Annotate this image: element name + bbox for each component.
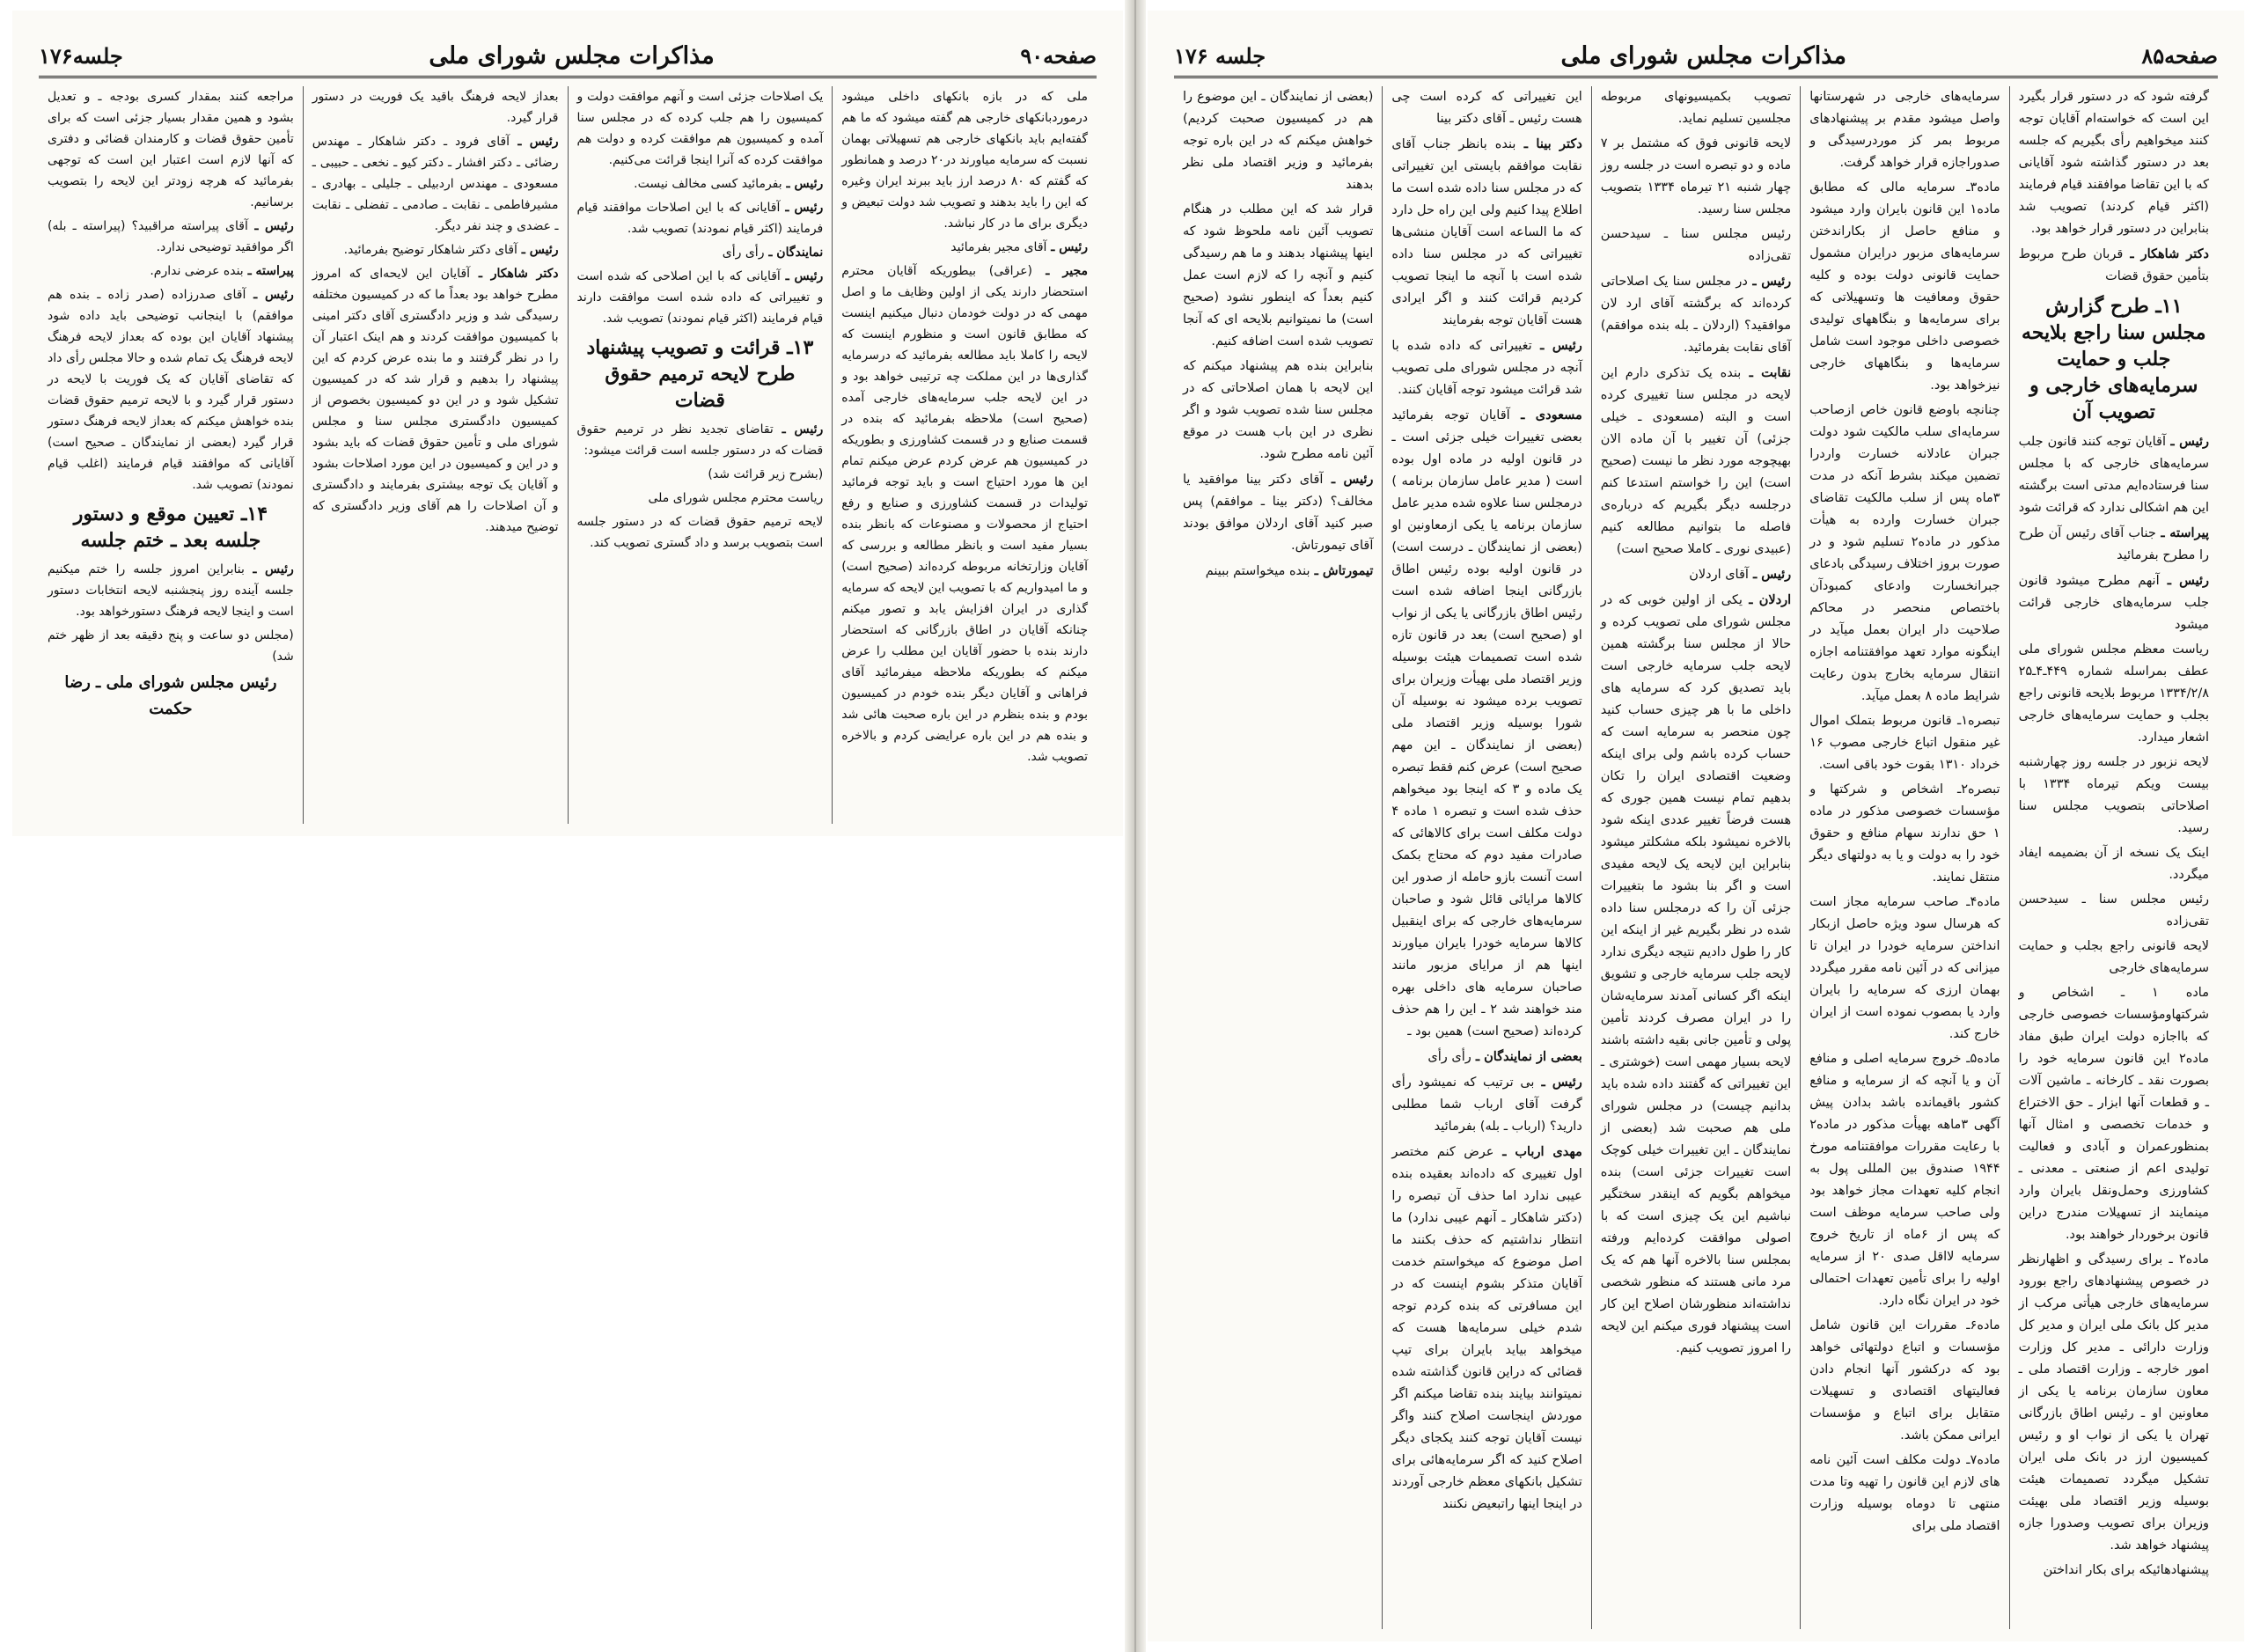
transcript-paragraph <box>2019 752 2209 840</box>
transcript-paragraph <box>1809 892 2000 1046</box>
speaker-name: نمایندگان ـ <box>764 246 824 260</box>
transcript-paragraph <box>312 239 559 261</box>
speaker-name: رئیس ـ <box>510 135 559 149</box>
paragraph-text: ماده۷ـ دولت مکلف است آئین نامه های لازم این قانون را تهیه وتا مدت منتهی تا دوماه بوسیله وزارت اقتصاد ملی برای <box>1809 1453 2000 1533</box>
paragraph-text: رأی‌ رأی <box>722 246 765 260</box>
paragraph-text: آقای دکتر بینا موافقید یا مخالف؟ (دکتر بینا ـ موافقم) پس صبر کنید آقای اردلان موافق بودند آقای تیمورتاش. <box>1182 473 1374 553</box>
transcript-paragraph <box>1391 1046 1582 1068</box>
transcript-paragraph <box>841 261 1088 767</box>
paragraph-text: جناب آقای رئیس آن طرح را مطرح بفرمائید <box>2018 526 2209 562</box>
left-page-number: صفحه۹۰ <box>1020 42 1097 69</box>
speaker-name: رئیس ـ <box>2159 573 2209 588</box>
paragraph-text: لایحه قانونی فوق که مشتمل بر ۷ ماده و دو تبصره است در جلسه روز چهار شنبه ۲۱ تیرماه ۱۳۳۴ بتصویب مجلس سنا رسید. <box>1600 136 1792 217</box>
transcript-paragraph <box>1391 404 1582 1043</box>
paragraph-text: بنده یک تذکری دارم این لایحه در مجلس سنا تغییری کرده است و البته (مسعودی ـ خیلی جزئی) آن تغییر با آن ماده الان بهیچوجه مورد نظر ما نیست (صحیح است) این را خواستم استدعا کنم درجلسه دیگر بگیریم که درباره‌ی فاصله ما بتوانیم مطالعه کنیم (عبیدی نوری ـ کاملا صحیح است) <box>1600 366 1792 556</box>
transcript-paragraph <box>1601 86 1791 130</box>
transcript-paragraph <box>1809 400 2000 708</box>
paragraph-text: بنابراین بنده هم پیشنهاد میکنم که این لایحه با همان اصلاحاتی که در مجلس سنا شده تصویب شود و اگر نظری در این باب هست در موقع آئین نامه مطرح شود. <box>1182 359 1374 461</box>
speaker-name: دکتر بینا ـ <box>1515 136 1582 151</box>
transcript-paragraph <box>1183 468 1373 557</box>
speaker-name: رئیس ـ <box>1323 472 1374 487</box>
paragraph-text: تغییراتی که داده شده با آنچه در مجلس شورای ملی تصویب شد قرائت میشود توجه آقایان کنند. <box>1391 339 1582 397</box>
paragraph-text: ماده۲ ـ برای رسیدگی و اظهارنظر در خصوص پیشنهادهای راجع بورود سرمایه‌های خارجی هیأتی مرکب از مدیر کل بانک ملی ایران و مدیر کل وزارت دارائی ـ مدیر کل وزارت امور خارجه ـ وزارت اقتصاد ملی ـ معاون سازمان برنامه یا یکی از معاونین او ـ رئیس اطاق بازرگانی تهران یا یکی از نواب او و رئیس کمیسیون ارز در بانک ملی ایران تشکیل میگردد تصمیمات هیئت بوسیله وزیر اقتصاد ملی بهیئت وزیران برای تصویب وصدورا جازه پیشنهاد خواهد شد. <box>2018 1252 2209 1553</box>
paragraph-text: ماده۶ـ مقررات این قانون شامل مؤسسات و اتباع دولتهائی خواهد بود که درکشور آنها انجام دادن فعالیتهای اقتصادی و تسهیلات متقابل برای اتباع و مؤسسات ایرانی ممکن باشد. <box>1809 1318 2000 1443</box>
paragraph-text: در مجلس سنا یک اصلاحاتی کرده‌اند که برگشته آقای ارد لان موافقید؟ (اردلان ـ بله بنده موافقم) آقای نقابت بفرمائید. <box>1600 275 1792 355</box>
left-page-title: مذاکرات مجلس شورای ملی <box>429 41 715 70</box>
transcript-paragraph <box>2019 1249 2209 1557</box>
transcript-paragraph <box>1183 356 1373 466</box>
transcript-paragraph <box>1601 224 1791 268</box>
left-column-2 <box>568 86 833 824</box>
speaker-name: رئیس ـ <box>782 177 824 191</box>
paragraph-text: لایحه ترمیم حقوق قضات که در دستور جلسه است بتصویب برسد و داد گستری تصویب کند. <box>576 515 824 550</box>
transcript-paragraph <box>2019 936 2209 980</box>
paragraph-text: تصویب بکمیسیونهای مربوطه مجلسین تسلیم نماید. <box>1600 90 1792 126</box>
transcript-paragraph <box>1391 1141 1582 1516</box>
right-page-title: مذاکرات مجلس شورای ملی <box>1560 41 1846 70</box>
right-page <box>1148 11 2244 1641</box>
transcript-paragraph <box>1601 563 1791 586</box>
speaker-name: رئیس ـ <box>780 269 824 283</box>
paragraph-text: آنهم مطرح میشود قانون جلب سرمایه‌های خارجی قرائت میشود <box>2018 574 2209 632</box>
paragraph-text: پیشنهادهائیکه برای بکار انداختن <box>2043 1563 2209 1577</box>
transcript-paragraph <box>1601 270 1791 359</box>
transcript-paragraph <box>577 86 824 171</box>
right-page-header <box>1174 35 2218 78</box>
transcript-paragraph <box>48 559 294 622</box>
right-page-columns <box>1174 86 2218 1629</box>
page-gutter <box>1125 0 1146 1652</box>
paragraph-text: آقای فرود ـ دکتر شاهکار ـ مهندس رضائی ـ دکتر افشار ـ دکتر کیو ـ نخعی ـ حبیبی ـ مسعودی ـ مهندس اردبیلی ـ جلیلی ـ بهادری ـ مشیرفاطمی ـ نقابت ـ صادمی ـ تفضلی ـ نقابت ـ عضدی و چند نفر دیگر. <box>312 135 559 233</box>
paragraph-text: آقایانی که با این اصلاحات موافقند قیام فرمایند (اکثر قیام نمودند) تصویب شد. <box>576 201 824 236</box>
paragraph-text: ماده ۱ ـ اشخاص و شرکتهاومؤسسات خصوصی خارجی که بااجازه دولت ایران طبق مفاد ماده۲ این قانون سرمایه خود را بصورت نقد ـ کارخانه ـ ماشین آلات ـ و قطعات آنها ابزار ـ حق الاختراع و خدمات تخصصی و امثال آنها بمنظورعمران و آبادی و فعالیت تولیدی اعم از صنعتی ـ معدنی ـ کشاورزی وحمل‌ونقل بایران وارد مینمایند از تسهیلات مندرج دراین قانون برخوردار خواهند بود. <box>2018 986 2209 1242</box>
paragraph-text: مراجعه کنند بمقدار کسری بودجه ـ و تعدیل بشود و همین مقدار بسیار جزئی است که برای تأمین حقوق قضات و کارمندان قضائی و دفتری که آنها لازم است اعتبار این است که توجهی بفرمائید که هرچه زودتر این لایحه را بتصویب برسانیم. <box>48 90 294 209</box>
transcript-paragraph <box>577 242 824 263</box>
transcript-paragraph <box>2019 842 2209 886</box>
transcript-paragraph <box>1391 334 1582 401</box>
paragraph-text: ماده۳ـ سرمایه مالی که مطابق ماده۱ این قانون بایران وارد میشود و منافع حاصل از بکاراندختن سرمایه‌های مزبور درایران مشمول حمایت قانونی دولت بوده و کلیه حقوق ومعافیت ها وتسهیلاتی که برای سرمایه‌ها و بنگاههای تولیدی خصوصی داخلی موجود است شامل سرمایه‌ها و بنگاههای خارجی نیزخواهد بود. <box>1809 180 2000 393</box>
speaker-name: پیراسته ـ <box>2155 525 2209 540</box>
paragraph-text: یک اصلاحات جزئی است و آنهم موافقت دولت و کمیسیون را هم جلب کرده که در مجلس سنا آمده و کمیسیون هم موافقت کرده و دولت هم موافقت کرده که آنرا اینجا قرائت می‌کنیم. <box>576 90 824 167</box>
paragraph-text: گرفته شود که در دستور قرار بگیرد این است که خواسته‌ام آقایان توجه کنند میخواهیم رأی بگیریم که جلسه بعد در دستور گذاشته شود آقایانی که با این تقاضا موافقند قیام فرمایند (اکثر قیام کردند) تصویب شد بنابراین در دستور قرار خواهد بود. <box>2018 90 2209 236</box>
paragraph-text: قرار شد که این مطلب در هنگام تصویب آئین نامه ملحوظ شود که اینها پیشنهاد بدهند و ما هم رسیدگی کنیم و آنچه را که لازم است عمل کنیم بعداً که اینطور نشود (صحیح است) ما نمیتوانیم بلایحه ای که آنجا تصویب شده است اضافه کنیم. <box>1182 202 1374 349</box>
right-column-1 <box>2009 86 2218 1629</box>
section-title: ۱۴ـ تعیین موقع و دستور جلسه بعد ـ ختم جلسه <box>73 503 268 552</box>
paragraph-text: سرمایه‌های خارجی در شهرستانها واصل میشود مقدم بر پیشنهادهای مربوط بمر کز موردرسیدگی و صدوراجازه قرار خواهد گرفت. <box>1809 90 2000 170</box>
speaker-name: نقابت ـ <box>1741 365 1792 380</box>
paragraph-text: (بشرح زیر قرائت شد) <box>708 467 824 481</box>
speaker-name: تیمورتاش ـ <box>1310 563 1374 578</box>
paragraph-text: آقای مجیر بفرمائید <box>950 240 1047 254</box>
transcript-paragraph <box>1391 1071 1582 1138</box>
transcript-paragraph <box>2019 1560 2209 1582</box>
transcript-paragraph <box>1183 86 1373 196</box>
speaker-name: بعضی از نمایندگان ـ <box>1471 1049 1582 1064</box>
transcript-paragraph <box>48 284 294 496</box>
left-column-3 <box>303 86 568 824</box>
paragraph-text: بفرمائید کسی مخالف نیست. <box>634 177 782 191</box>
transcript-paragraph <box>1809 1315 2000 1447</box>
transcript-paragraph <box>1183 560 1373 583</box>
speaker-name: رئیس ـ <box>244 562 294 576</box>
transcript-paragraph <box>312 86 559 128</box>
paragraph-text: آقایان این لایحه‌ای که امروز مطرح خواهد بود بعداً ما که در کمیسیون مختلفه رسیدگی شد و وزیر دادگستری آقای دکتر امینی با کمیسیون موافقت کردند و هم اینک اعتبار آن را در نظر گرفتند و ما بنده عرض کردم که این پیشنهاد را بدهیم و قرار شد که در کمیسیون تشکیل شود و در این دو کمیسیون بخصوص از کمیسیون دادگستری مجلس سنا و مجلس شورای ملی و تأمین حقوق قضات که باید بشود و در این و کمیسیون در این مورد اصلاحات بشود و آقایان یک توجه بیشتری بفرمایند و دادگستری و آن اصلاحات را هم آقای وزیر دادگستری که توضیح میدهند. <box>312 267 559 534</box>
paragraph-text: رأی رأی <box>1427 1050 1471 1064</box>
paragraph-text: بی ترتیب که نمیشود رأی گرفت آقای ارباب شما مطلبی دارید؟ (ارباب ـ بله) بفرمائید <box>1391 1076 1582 1134</box>
left-page <box>12 11 1123 836</box>
paragraph-text: آقایان توجه کنند قانون جلب سرمایه‌های خارجی که با مجلس سنا فرستاده‌ایم مدتی است برگشته این هم اشکالی ندارد که قرائت شود <box>2018 435 2209 515</box>
speaker-name: رئیس ـ <box>1046 240 1088 254</box>
speaker-name: مسعودی ـ <box>1509 407 1582 422</box>
transcript-paragraph <box>2019 889 2209 933</box>
transcript-paragraph <box>2019 522 2209 567</box>
speaker-name: دکتر شاهکار ـ <box>470 267 559 281</box>
speaker-name: رئیس ـ <box>773 422 824 437</box>
transcript-paragraph <box>1809 1450 2000 1538</box>
transcript-paragraph <box>1391 86 1582 130</box>
paragraph-text: عرض کنم مختصر اول تغییری که داده‌اند بعقیده بنده عیبی ندارد اما حذف آن تبصره را (دکتر شاهکار ـ آنهم عیبی ندارد) ما انتظار نداشتیم که حذف بکنند ما اصل موضوع که میخواستم خدمت آقایان متذکر بشوم اینست که در این مسافرتی که بنده کردم توجه شدم خیلی سرمایه‌ها هست که میخواهد بیاید بایران برای تیپ قضائی که دراین قانون گذاشته شده نمیتوانند بیایند بنده تقاضا میکنم اگر موردش اینجاست اصلاح کنند واگر نیست آقایان توجه کنند یکجای دیگر اصلاح کنید که اگر سرمایه‌هائی برای تشکیل بانکهای معظم خارجی آوردند در اینجا اینها راتبعیض نکنند <box>1391 1145 1582 1511</box>
section-title: ۱۱ـ طرح گزارش مجلس سنا راجع بلایحه جلب و حمایت سرمایه‌های خارجی و تصویب آن <box>2022 295 2206 423</box>
transcript-paragraph <box>48 625 294 667</box>
speaker-name: رئیس ـ <box>1531 338 1582 353</box>
transcript-paragraph <box>48 86 294 213</box>
transcript-paragraph <box>577 197 824 239</box>
paragraph-text: (بعضی از نمایندگان ـ این موضوع را هم در کمیسیون صحبت کردیم) خواهش میکنم که در این باره توجه بفرمائید و وزیر اقتصاد ملی نظر بدهند <box>1182 90 1374 192</box>
right-session-number: جلسه ۱۷۶ <box>1174 42 1266 69</box>
transcript-paragraph <box>577 488 824 509</box>
transcript-paragraph <box>1391 133 1582 332</box>
paragraph-text: ریاست معظم مجلس شورای ملی عطف بمراسله شماره ۴۴۹ـ۴ـ۲۵ ۱۳۳۴/۲/۸ مربوط بلایحه قانونی راجع بجلب و حمایت سرمایه‌های خارجی اشعار میدارد. <box>2018 642 2209 745</box>
paragraph-text: آقایان توجه بفرمائید بعضی تغییرات خیلی جزئی است ـ در قانون اولیه در ماده اول بوده است ( مدیر عامل سازمان برنامه ) درمجلس سنا علاوه شده مدیر عامل سازمان برنامه یا یکی ازمعاونین او (بعضی از نمایندگان ـ درست است) در قانون اولیه بوده رئیس اطاق بازرگانی اینجا اضافه شده است رئیس اطاق بازرگانی یا یکی از نواب او (صحیح است) بعد در قانون تازه شده است تصمیمات هیئت بوسیله وزیر اقتصاد ملی بهیأت وزیران برای تصویب برده میشود نه بوسیله آن شورا بوسیله وزیر اقتصاد ملی (بعضی از نمایندگان ـ این مهم صحیح است) عرض کنم فقط تبصره یک ماده و ۳ که اینجا بود میخواهم حذف شده است و تبصره ۱ ماده ۴ دولت مکلف است برای کالاهائی که صادرات مفید دوم که محتاج بکمک است آنست بازو حامله از صدور این کالاها مرایائی قائل شود و صاحبان سرمایه‌های خارجی که برای اینقبیل کالاها سرمایه خودرا بایران میاورند اینها هم از مرایای مزبور مانند صاحبان سرمایه های داخلی بهره مند خواهند شد ۲ ـ این را هم حذف کرده‌اند (صحیح است) همین بود ـ <box>1391 408 1582 1039</box>
paragraph-text: این تغییراتی که کرده است چی هست رئیس ـ آقای دکتر بینا <box>1391 90 1582 126</box>
transcript-paragraph <box>577 173 824 195</box>
transcript-paragraph <box>1809 177 2000 397</box>
right-column-4 <box>1382 86 1590 1629</box>
paragraph-text: چنانچه باوضع قانون خاص ازصاحب سرمایه‌ای سلب مالکیت شود دولت جبران عادلانه خسارت واردرا تضمین میکند بشرط آنکه در مدت ۳ماه پس از سلب مالکیت تقاضای جبران خسارت وارده به هیأت مذکور در ماده۲ تسلیم شود و در صورت بروز اختلاف رسیدگی بادعای جبرانخسارت وادعای کمبودآن باختصاص منحصر در محاکم صلاحیت دار ایران بعمل میآید در اینگونه موارد تعهد موافقتنامه اجازه انتقال سرمایه بخارج بدون رعایت شرایط ماده ۸ بعمل میآید. <box>1809 403 2000 703</box>
transcript-paragraph <box>1601 362 1791 561</box>
speaker-name: رئیس ـ <box>1747 274 1792 289</box>
transcript-paragraph <box>2019 243 2209 288</box>
speaker-name: مهدی ارباب ـ <box>1493 1144 1582 1159</box>
paragraph-text: لایحه نزبور در جلسه روز چهارشنبه بیست ویکم تیرماه ۱۳۳۴ با اصلاحاتی بتصویب مجلس سنا رسید. <box>2018 755 2209 835</box>
transcript-paragraph <box>2019 430 2209 519</box>
left-page-columns <box>39 86 1097 824</box>
paragraph-text: رئیس مجلس سنا ـ سیدحسن تقی‌زاده <box>1600 227 1792 263</box>
left-column-1 <box>832 86 1097 824</box>
paragraph-text: بنده بانظر جناب آقای نقابت موافقم بایستی این تغییراتی که در مجلس سنا داده شده است ما اطلاع پیدا کنیم ولی این راه حل دارد که ما الساعه است آقایان منشی‌ها تغییراتی که در مجلس سنا داده شده است با آنچه ما اینجا تصویب کردیم قرائت کنند و اگر ایرادی هست آقایان توجه بفرمایند <box>1391 137 1582 327</box>
paragraph-text: تبصره۲ـ اشخاص و شرکتها و مؤسسات خصوصی مذکور در ماده ۱ حق ندارند سهام منافع و حقوق خود را به دولت و یا به دولتهای دیگر منتقل نمایند. <box>1809 782 2000 885</box>
paragraph-text: رئیس مجلس سنا ـ سیدحسن تقی‌زاده <box>2018 892 2209 929</box>
right-column-2 <box>1800 86 2008 1629</box>
transcript-paragraph <box>1809 710 2000 776</box>
transcript-paragraph <box>841 86 1088 234</box>
paragraph-text: لایحه قانونی راجع بجلب و حمایت سرمایه‌های خارجی <box>2018 939 2209 975</box>
transcript-paragraph <box>48 216 294 258</box>
transcript-paragraph <box>577 419 824 461</box>
speaker-name: رئیس ـ <box>1748 567 1792 582</box>
transcript-paragraph <box>1601 589 1791 1360</box>
transcript-paragraph <box>1809 1048 2000 1312</box>
transcript-paragraph <box>312 131 559 237</box>
right-column-3 <box>1591 86 1800 1629</box>
transcript-paragraph <box>1601 133 1791 221</box>
paragraph-text: آقای صدرزاده (صدر زاده ـ بنده هم موافقم) با اینجانب توضیحی باید داده شود پیشنهاد آقایان این بوده که بعداز لایحه فرهنگ لایحه فرهنگ یک تمام شده و حالا مجلس رأی داد که تقاضای آقایان که یک فوریت با لایحه در دستور قرار گیرد و با لایحه ترمیم حقوق قضات بنده خواهش میکنم که بعداز لایحه فرهنگ دستور قرار گیرد (بعضی از نمایندگان ـ صحیح است) آقایانی که موافقند قیام فرمایند (اغلب قیام نمودند) تصویب شد. <box>48 288 294 492</box>
speaker-name: اردلان ـ <box>1742 592 1792 607</box>
transcript-paragraph <box>2019 982 2209 1246</box>
paragraph-text: ماده۵ـ خروج سرمایه اصلی و منافع آن و یا آنچه که از سرمایه و منافع کشور باقیمانده باشد بدادن پیش آگهی ۳ماهه بهیأت مذکور در ماده۲ با رعایت مقررات موافقتنامه مورخ ۱۹۴۴ صندوق بین المللی پول به انجام کلیه تعهدات مجاز خواهد بود ولی صاحب سرمایه موظف است که پس از ۶ماه از تاریخ خروج سرمایه لااقل صدی ۲۰ از سرمایه اولیه را برای تأمین تعهدات احتمالی خود در ایران نگاه دارد. <box>1809 1052 2000 1308</box>
paragraph-text: آقای دکتر شاهکار توضیح بفرمائید. <box>343 243 517 257</box>
paragraph-text: تبصره۱ـ قانون مربوط بتملک اموال غیر منقول اتباع خارجی مصوب ۱۶ خرداد ۱۳۱۰ بقوت خود باقی است. <box>1809 714 2000 772</box>
speaker-name: پیراسته ـ <box>243 264 294 278</box>
speaker-name: رئیس ـ <box>517 243 559 257</box>
paragraph-text: آقای اردلان <box>1689 568 1749 582</box>
paragraph-text: بنده عرضی ندارم. <box>150 264 244 278</box>
paragraph-text: تقاضای تجدید نظر در ترمیم حقوق قضات که در دستور جلسه است قرائت میشود: <box>576 422 824 458</box>
paragraph-text: اینک یک نسخه از آن بضمیمه ایفاد میگردد. <box>2018 846 2209 882</box>
left-session-number: جلسه۱۷۶ <box>39 42 123 69</box>
closing-signature: رئیس مجلس شورای ملی ـ رضا حکمت <box>64 673 277 718</box>
paragraph-text: ملی که در بازه بانکهای داخلی میشود درموردبانکهای خارجی هم گفته میشود که ما هم گفته‌ایم باید بانکهای خارجی هم تسهیلاتی بهمان نسبت که سرمایه میاورند در۲۰ درصد و همانطور که گفتم که ۸۰ درصد ارز باید ببرند ایران وغیره که این را باید بدهند و تصویب شد دولت تبعیض و دیگری برای ما در کار نباشد. <box>841 90 1089 231</box>
transcript-paragraph <box>48 261 294 282</box>
section-title: ۱۳ـ قرائت و تصویب پیشنهاد طرح لایحه ترمیم حقوق قضات <box>586 336 814 412</box>
paragraph-text: ریاست محترم مجلس شورای ملی <box>648 491 824 505</box>
speaker-name: دکتر شاهکار ـ <box>2123 246 2209 261</box>
speaker-name: رئیس ـ <box>246 288 294 302</box>
paragraph-text: (عراقی) بیطوریکه آقایان محترم استحضار دارند یکی از اولین وظایف ما و اصل مهمی که در دولت خودمان دنبال میکنیم اینست که مطابق قانون است و منظورم اینست که لایحه را کاملا باید مطالعه بفرمائید که درسرمایه گذاری‌ها در این مملکت چه ترتیبی خواهد بود و در این لایحه جلب سرمایه‌های خارجی آمده (صحیح است) ملاحظه بفرمائید که بنده در قسمت صنایع و در قسمت کشاورزی و بطوریکه در کمیسیون هم عرض کردم عرض میکنم تمام این ها مورد احتیاج است و باید توجه فرمائید تولیدات در قسمت کشاورزی و صنایع و رفع احتیاج از محصولات و مصنوعات که بانظر بنده بسیار مفید است و بانظر مطالعه و بررسی که آقایان وزارتخانه مربوطه کرده‌اند (صحیح است) و ما امیدواریم که با تصویب این لایحه که سرمایه گذاری در ایران افزایش یابد و تصور میکنم چنانکه آقایان در اطاق بازرگانی که استحضار دارند بنده با حضور آقایان این مطلب را عرض میکنم که بطوریکه ملاحظه میفرمائید آقای فراهانی و آقایان دیگر بنده خودم در کمیسیون بودم و بنده بنظرم در این باره صحبت هائی شد و بنده هم در این باره عرایضی کردم و بالاخره تصویب شد. <box>841 264 1088 764</box>
speaker-name: رئیس ـ <box>2166 434 2209 449</box>
right-page-number: صفحه۸۵ <box>2141 42 2218 69</box>
transcript-paragraph <box>841 237 1088 258</box>
paragraph-text: قربان طرح مربوط بتأمین حقوق قضات <box>2018 247 2209 283</box>
left-page-header <box>39 35 1097 78</box>
transcript-paragraph <box>2019 569 2209 636</box>
transcript-paragraph <box>2019 639 2209 749</box>
right-column-5 <box>1174 86 1382 1629</box>
paragraph-text: بنده میخواستم ببینم <box>1205 564 1310 578</box>
paragraph-text: (مجلس دو ساعت و پنج دقیقه بعد از ظهر ختم شد) <box>48 628 294 664</box>
speaker-name: مجیر ـ <box>1032 264 1089 278</box>
transcript-paragraph <box>1809 86 2000 174</box>
paragraph-text: بعداز لایحه فرهنگ باقید یک فوریت در دستور قرار گیرد. <box>312 90 559 125</box>
transcript-paragraph <box>1183 199 1373 353</box>
transcript-paragraph <box>577 266 824 329</box>
speaker-name: رئیس ـ <box>1534 1075 1582 1090</box>
paragraph-text: ماده۴ـ صاحب سرمایه مجاز است که هرسال سود ویژه حاصل ازبکار انداختن سرمایه خودرا در ایران تا میزانی که در آئین نامه مقرر میگردد بهمان ارزی که سرمایه را بایران وارد یا بمصوب نموده است از ایران خارج کند. <box>1809 895 2000 1041</box>
speaker-name: رئیس ـ <box>247 219 294 233</box>
transcript-paragraph <box>577 511 824 554</box>
transcript-paragraph <box>2019 86 2209 240</box>
speaker-name: رئیس ـ <box>780 201 824 215</box>
paragraph-text: بنابراین امروز جلسه را ختم میکنیم جلسه آینده روز پنجشنبه لایحه انتخابات دستور است و اینجا لایحه فرهنگ دستورخواهد بود. <box>48 562 294 619</box>
transcript-paragraph <box>577 464 824 485</box>
paragraph-text: یکی از اولین خوبی که در مجلس شورای ملی تصویب کرده و حالا از مجلس سنا برگشته همین لایحه جلب سرمایه خارجی است باید تصدیق کرد که سرمایه های داخلی ما با هر چیزی حساب کنید چون منحصر به سرمایه است که حساب کرده باشم ولی برای اینکه وضعیت اقتصادی ایران را تکان بدهیم تمام نیست همین جوری که هست فرضاً تغییر عددی اینکه شود بالاخره نمیشود بلکه مشکلتر میشود بنابراین این لایحه یک لایحه مفیدی است و اگر بنا بشود ما بتغییرات جزئی آن را که درمجلس سنا داده شده در نظر بگیریم غیر از اینکه این کار را طول دادیم نتیجه دیگری ندارد لایحه جلب سرمایه خارجی و تشویق اینکه اگر کسانی آمدند سرمایه‌شان را در ایران مصرف کردند تأمین پولی و تأمین جانی بقیه داشته باشند لایحه بسیار مهمی است (خوشتری ـ این تغییراتی که گفتند داده شده باید بدانیم چیست) در مجلس شورای ملی هم صحبت شد (بعضی از نمایندگان ـ این تغییرات خیلی کوچک است تغییرات جزئی است) بنده میخواهم بگویم که اینقدر سختگیر نباشیم این یک چیزی است که با اصولی موافقت کرده‌ایم ورفته بمجلس سنا بالاخره آنها هم که یک مرد مانی هستند که منظور شخصی نداشته‌اند منظورشان اصلاح این کار است پیشنهاد فوری میکنم این لایحه را امروز تصویب کنیم. <box>1600 593 1792 1355</box>
left-column-4 <box>39 86 303 824</box>
paragraph-text: آقایانی که با این اصلاحی که شده است و تغییراتی که داده شده است موافقت دارند قیام فرمایند (اکثر قیام نمودند) تصویب شد. <box>576 269 824 326</box>
paragraph-text: آقای پیراسته مراقبید؟ (پیراسته ـ بله) اگر موافقید توضیحی ندارد. <box>48 219 294 254</box>
transcript-paragraph <box>1809 779 2000 889</box>
transcript-paragraph <box>312 263 559 538</box>
